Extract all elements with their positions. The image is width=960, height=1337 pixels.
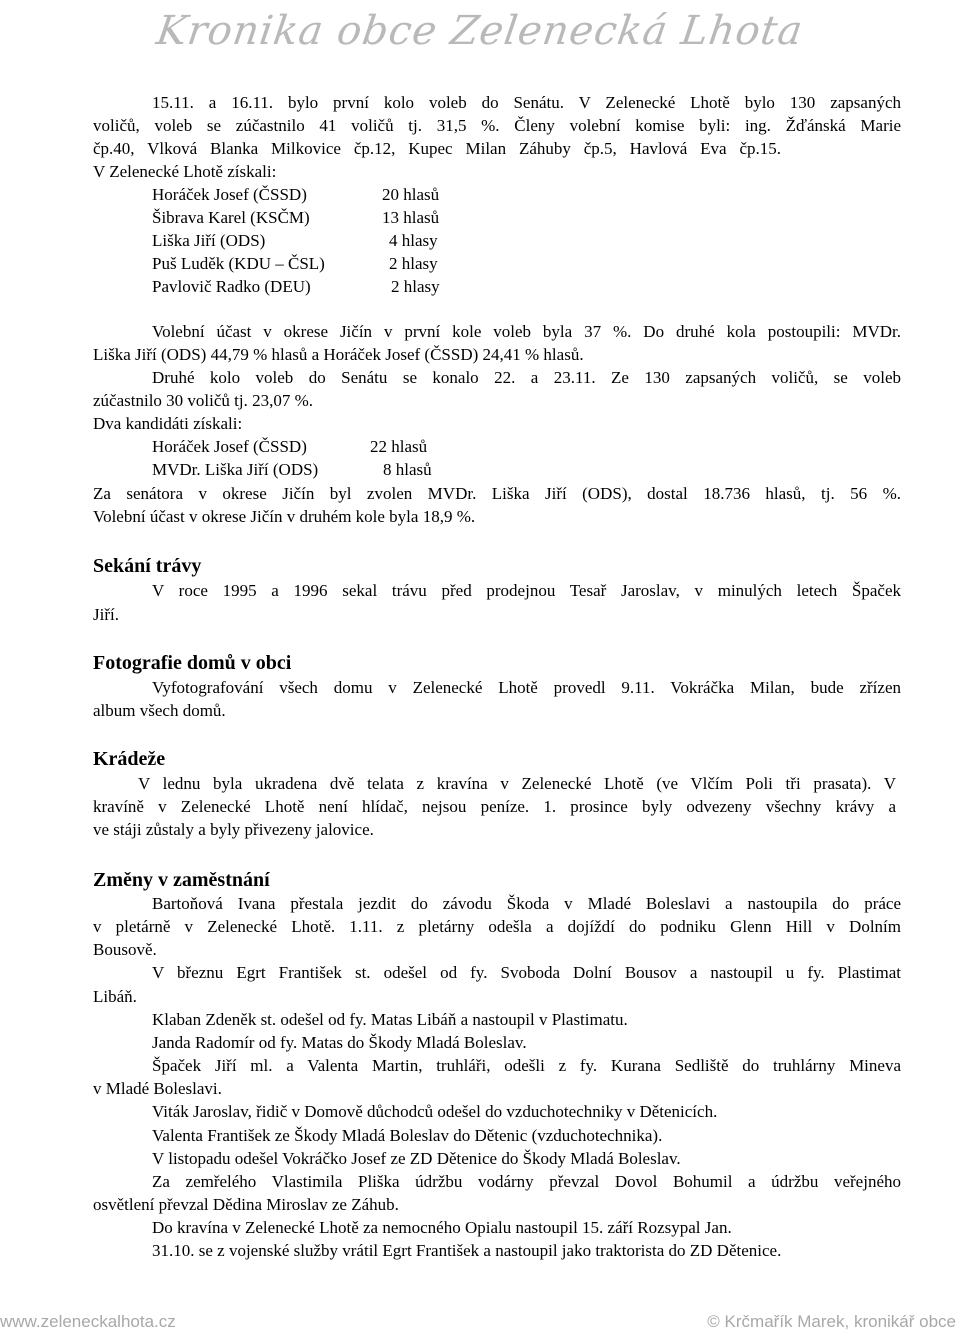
election-line-1: 15.11. a 16.11. bylo první kolo voleb do Senátu. V Zelenecké Lhotě bylo 130 zapsaných (152, 93, 901, 112)
thefts-heading: Krádeže (93, 748, 166, 770)
thefts-line-1: V lednu byla ukradena dvě telata z kravína v Zelenecké Lhotě (ve Vlčím Poli tři prasata). V (138, 774, 896, 793)
chronicle-title: Kronika obce Zelenecká Lhota (153, 8, 807, 54)
round2-votes: 8 hlasů (383, 460, 432, 479)
jobs-line: V listopadu odešel Vokráčko Josef ze ZD Dětenice do Škody Mladá Boleslav. (152, 1149, 681, 1168)
page-header (0, 0, 960, 62)
round1-votes: 20 hlasů (382, 185, 440, 204)
election-line-2: voličů, voleb se zúčastnilo 41 voličů tj. 31,5 %. Členy volební komise byli: ing. Žďánská Marie (93, 116, 901, 135)
jobs-line: osvětlení převzal Dědina Miroslav ze Záhub. (93, 1195, 399, 1214)
round2-votes: 22 hlasů (370, 437, 428, 456)
mowing-line-2: Jiří. (93, 605, 119, 624)
jobs-line: Valenta František ze Škody Mladá Boleslav do Dětenic (vzduchotechnika). (152, 1126, 663, 1145)
round1-candidate: Šibrava Karel (KSČM) (152, 208, 310, 227)
round1-votes: 4 hlasy (389, 231, 438, 250)
jobs-line: Do kravína v Zelenecké Lhotě za nemocného Opialu nastoupil 15. září Rozsypal Jan. (152, 1218, 732, 1237)
round1-candidate: Puš Luděk (KDU – ČSL) (152, 254, 325, 273)
round1-votes: 2 hlasy (389, 254, 438, 273)
thefts-line-3: ve stáji zůstaly a byly přivezeny jalovice. (93, 820, 374, 839)
jobs-line: Viták Jaroslav, řidič v Domově důchodců odešel do vzduchotechniky v Dětenicích. (152, 1102, 718, 1121)
mowing-heading: Sekání trávy (93, 555, 202, 577)
election-line-4: V Zelenecké Lhotě získali: (93, 162, 277, 181)
senator-line-2: Volební účast v okrese Jičín v druhém kole byla 18,9 %. (93, 507, 476, 526)
thefts-line-2: kravíně v Zelenecké Lhotě není hlídač, nejsou peníze. 1. prosince byly odvezeny všechny krávy a (93, 797, 896, 816)
second-round-line-2: zúčastnilo 30 voličů tj. 23,07 %. (93, 391, 314, 410)
jobs-line: Janda Radomír od fy. Matas do Škody Mladá Boleslav. (152, 1033, 527, 1052)
turnout-line-1: Volební účast v okrese Jičín v první kole voleb byla 37 %. Do druhé kola postoupili: MVDr. (152, 322, 901, 341)
jobs-line: Špaček Jiří ml. a Valenta Martin, truhláři, odešli z fy. Kurana Sedliště do truhlárny Mineva (152, 1056, 901, 1075)
footer-website: www.zeleneckalhota.cz (0, 1312, 176, 1331)
photos-line-2: album všech domů. (93, 701, 226, 720)
round2-candidate: Horáček Josef (ČSSD) (152, 437, 307, 456)
jobs-line: v pletárně v Zelenecké Lhotě. 1.11. z pletárny odešla a dojíždí do podniku Glenn Hill v Dolním (93, 917, 901, 936)
jobs-line: Bousově. (93, 940, 157, 959)
turnout-line-2: Liška Jiří (ODS) 44,79 % hlasů a Horáček Josef (ČSSD) 24,41 % hlasů. (93, 345, 584, 364)
senator-line-1: Za senátora v okrese Jičín byl zvolen MVDr. Liška Jiří (ODS), dostal 18.736 hlasů, tj. 56 %. (93, 484, 901, 503)
round1-candidate: Horáček Josef (ČSSD) (152, 185, 307, 204)
jobs-line: 31.10. se z vojenské služby vrátil Egrt František a nastoupil jako traktorista do ZD Dětenice. (152, 1241, 782, 1260)
second-round-line-1: Druhé kolo voleb do Senátu se konalo 22. a 23.11. Ze 130 zapsaných voličů, se voleb (152, 368, 901, 387)
jobs-heading: Změny v zaměstnání (93, 869, 270, 891)
election-line-3: čp.40, Vlková Blanka Milkovice čp.12, Kupec Milan Záhuby čp.5, Havlová Eva čp.15. (93, 139, 781, 158)
jobs-line: Klaban Zdeněk st. odešel od fy. Matas Libáň a nastoupil v Plastimatu. (152, 1010, 628, 1029)
second-round-line-3: Dva kandidáti získali: (93, 414, 243, 433)
round1-votes: 2 hlasy (391, 277, 440, 296)
round1-candidate: Pavlovič Radko (DEU) (152, 277, 311, 296)
jobs-line: V březnu Egrt František st. odešel od fy. Svoboda Dolní Bousov a nastoupil u fy. Plastimat (152, 963, 901, 982)
jobs-line: Bartoňová Ivana přestala jezdit do závodu Škoda v Mladé Boleslavi a nastoupila do práce (152, 894, 901, 913)
photos-line-1: Vyfotografování všech domu v Zelenecké Lhotě provedl 9.11. Vokráčka Milan, bude zřízen (152, 678, 901, 697)
jobs-line: Za zemřelého Vlastimila Pliška údržbu vodárny převzal Dovol Bohumil a údržbu veřejného (152, 1172, 901, 1191)
jobs-line: Libáň. (93, 987, 137, 1006)
round1-votes: 13 hlasů (382, 208, 440, 227)
round1-candidate: Liška Jiří (ODS) (152, 231, 266, 250)
photos-heading: Fotografie domů v obci (93, 652, 292, 674)
footer-copyright: © Krčmařík Marek, kronikář obce (707, 1312, 956, 1331)
round2-candidate: MVDr. Liška Jiří (ODS) (152, 460, 319, 479)
jobs-line: v Mladé Boleslavi. (93, 1079, 222, 1098)
mowing-line-1: V roce 1995 a 1996 sekal trávu před prodejnou Tesař Jaroslav, v minulých letech Špaček (152, 581, 901, 600)
